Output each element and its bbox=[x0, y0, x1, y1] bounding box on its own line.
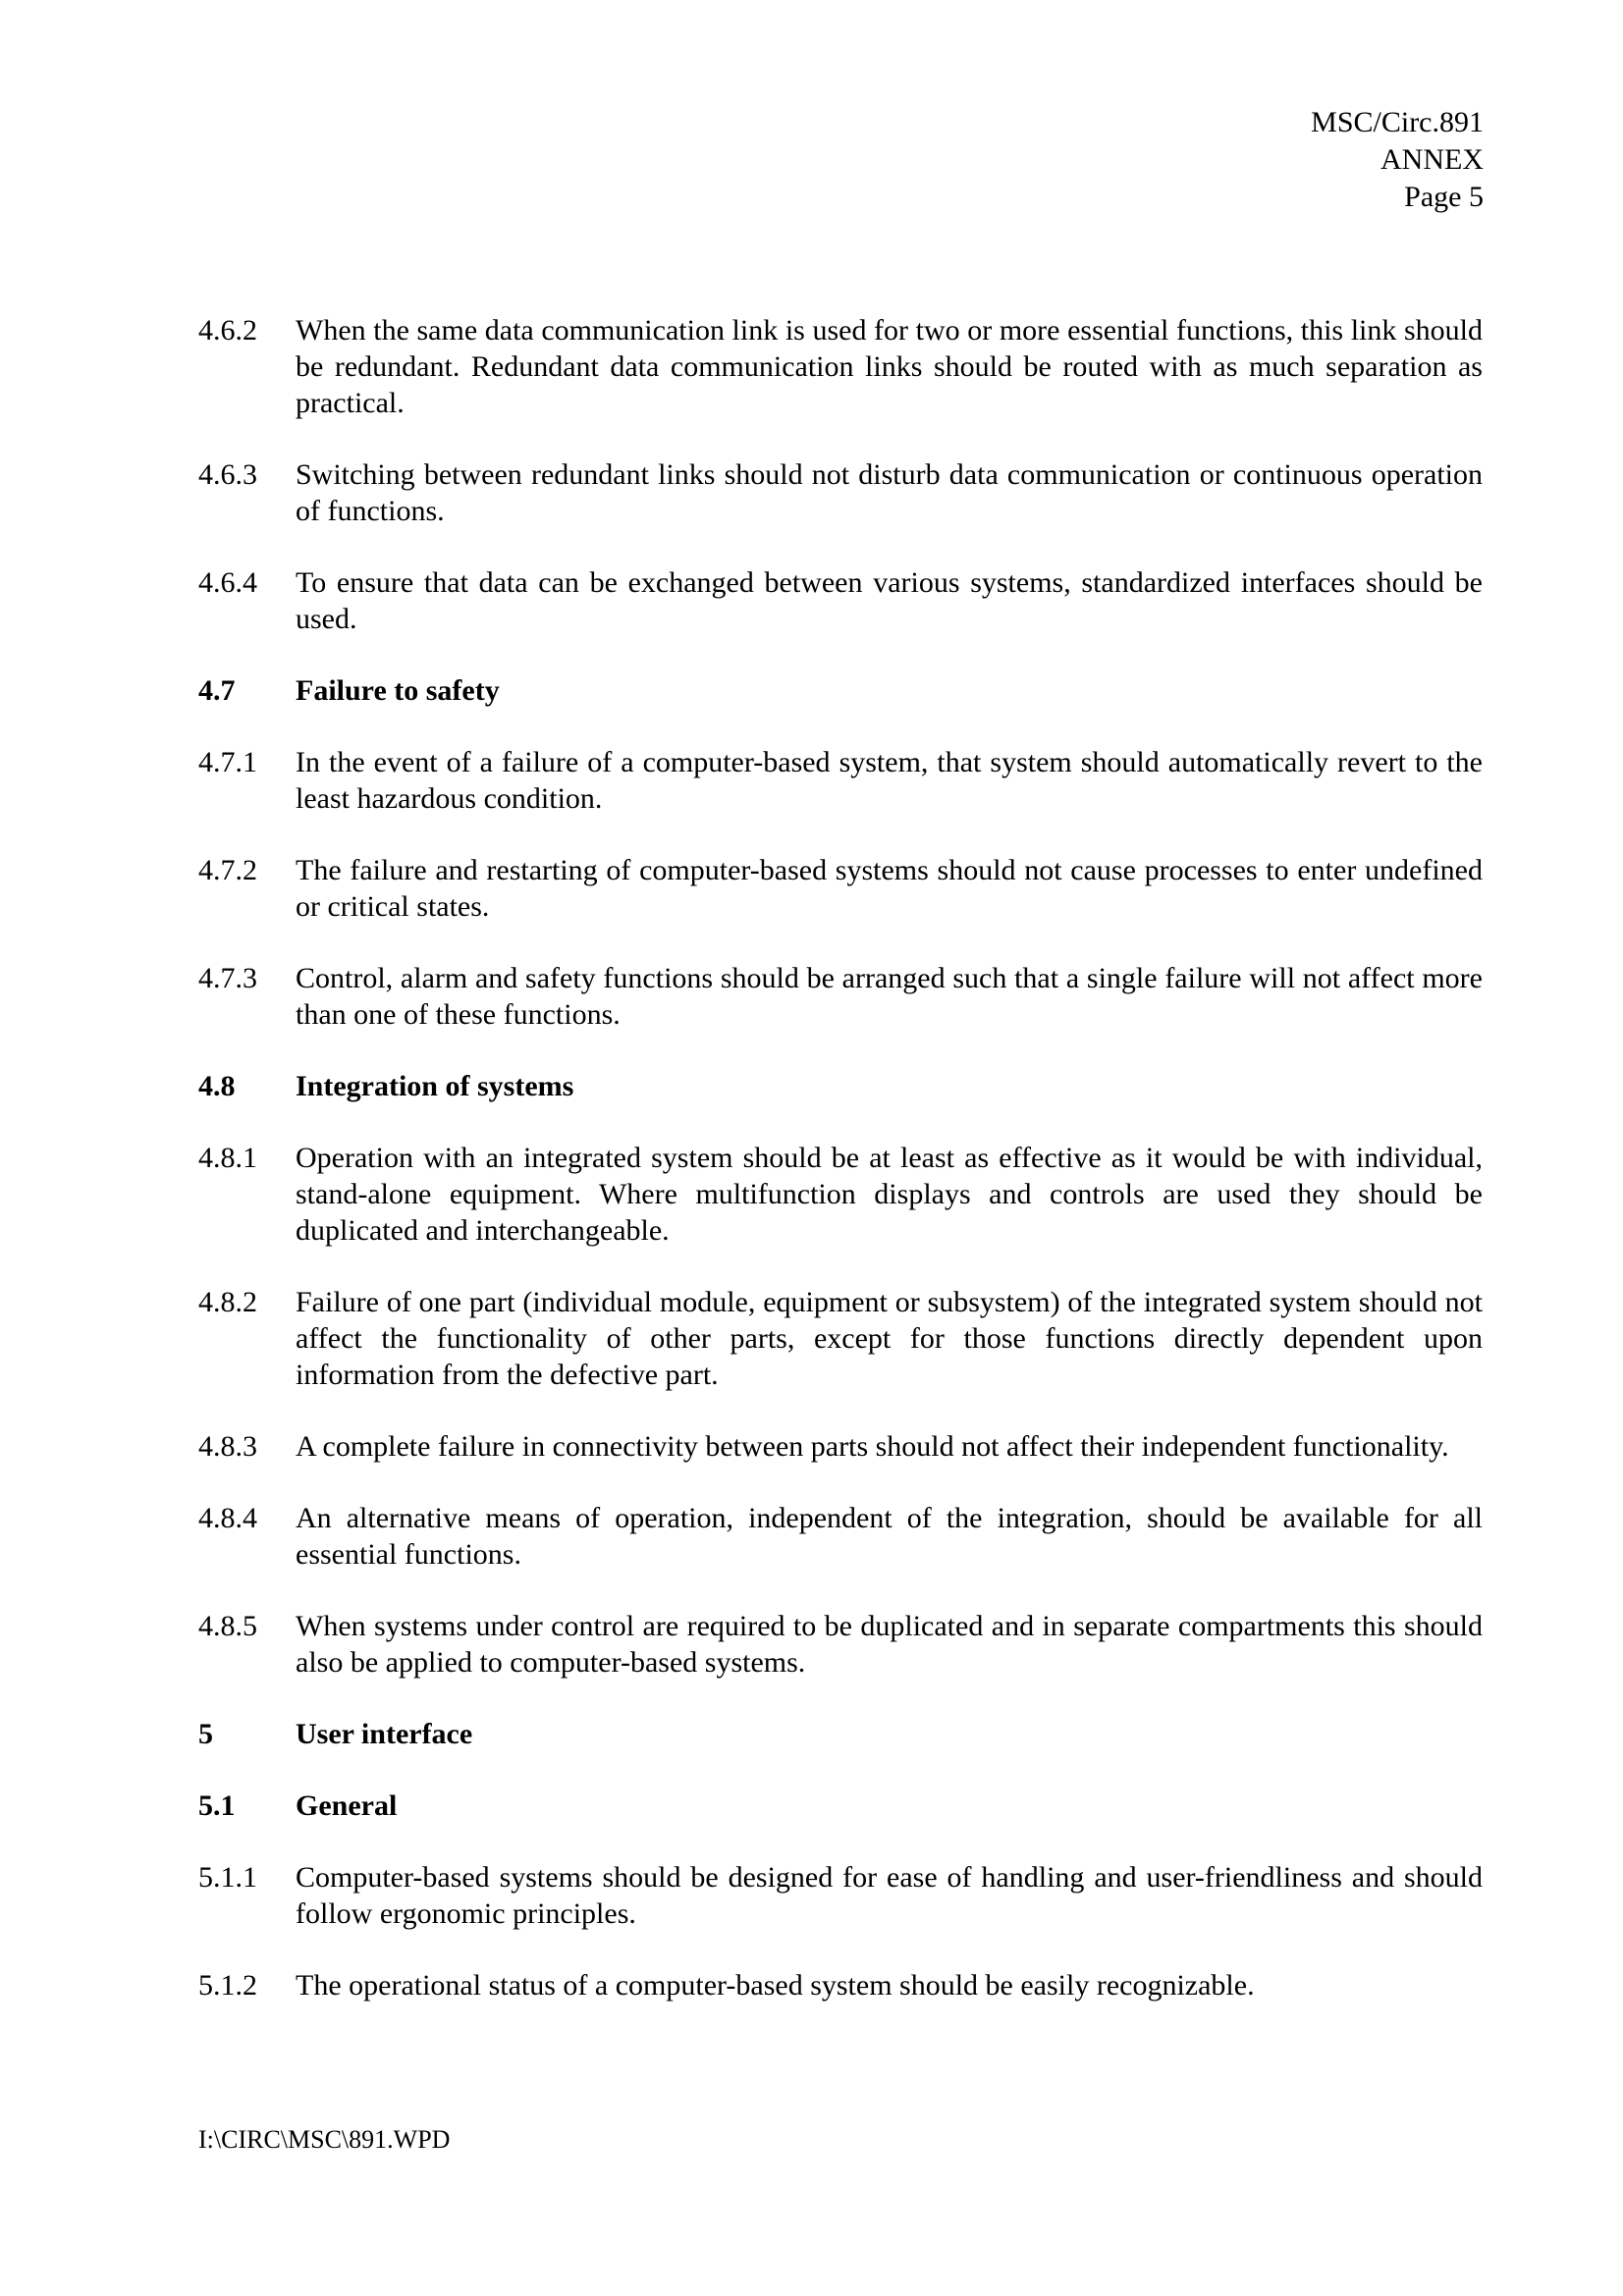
section-heading-5-1 bbox=[198, 1788, 1483, 1824]
paragraph-number: 4.8.3 bbox=[198, 1430, 257, 1463]
paragraph-text: Control, alarm and safety functions should be arranged such that a single failure will not affect more than one of these functions. bbox=[296, 962, 1483, 1031]
section-title: Integration of systems bbox=[296, 1070, 574, 1102]
paragraph-4-8-1 bbox=[198, 1140, 1483, 1249]
paragraph-text: Computer-based systems should be designed for ease of handling and user-friendliness and should follow ergonomic principles. bbox=[296, 1861, 1483, 1930]
paragraph-4-6-4 bbox=[198, 564, 1483, 637]
document-reference: MSC/Circ.891 bbox=[1311, 106, 1484, 138]
page-number: Page 5 bbox=[1404, 181, 1484, 213]
section-title: Failure to safety bbox=[296, 674, 500, 707]
paragraph-4-6-2 bbox=[198, 312, 1483, 421]
paragraph-text: To ensure that data can be exchanged between various systems, standardized interfaces should be used. bbox=[296, 566, 1483, 635]
paragraph-4-6-3 bbox=[198, 456, 1483, 529]
paragraph-4-8-3 bbox=[198, 1428, 1483, 1465]
paragraph-4-8-2 bbox=[198, 1284, 1483, 1393]
paragraph-number: 4.6.4 bbox=[198, 566, 257, 599]
section-heading-4-8 bbox=[198, 1068, 1483, 1104]
paragraph-number: 4.8.2 bbox=[198, 1286, 257, 1318]
paragraph-number: 4.8.5 bbox=[198, 1610, 257, 1642]
paragraph-text: The operational status of a computer-based system should be easily recognizable. bbox=[296, 1969, 1255, 2002]
page-header bbox=[1311, 104, 1484, 216]
document-body bbox=[198, 312, 1483, 2039]
paragraph-number: 4.8.4 bbox=[198, 1502, 257, 1534]
paragraph-text: Operation with an integrated system should be at least as effective as it would be with individual, stand-alone equipment. Where multifunction displays and controls are used they should be duplicated and interchangeable. bbox=[296, 1142, 1483, 1247]
section-heading-4-7 bbox=[198, 672, 1483, 709]
paragraph-5-1-1 bbox=[198, 1859, 1483, 1932]
paragraph-text: An alternative means of operation, independent of the integration, should be available for all essential functions. bbox=[296, 1502, 1483, 1571]
section-number: 4.8 bbox=[198, 1070, 236, 1102]
paragraph-4-7-3 bbox=[198, 960, 1483, 1033]
paragraph-4-8-5 bbox=[198, 1608, 1483, 1681]
paragraph-5-1-2 bbox=[198, 1967, 1483, 2003]
paragraph-text: The failure and restarting of computer-based systems should not cause processes to enter undefined or critical states. bbox=[296, 854, 1483, 923]
paragraph-text: When systems under control are required to be duplicated and in separate compartments this should also be applied to computer-based systems. bbox=[296, 1610, 1483, 1679]
section-title: User interface bbox=[296, 1718, 473, 1750]
paragraph-text: A complete failure in connectivity between parts should not affect their independent functionality. bbox=[296, 1430, 1449, 1463]
section-number: 4.7 bbox=[198, 674, 236, 707]
paragraph-text: When the same data communication link is used for two or more essential functions, this link should be redundant. Redundant data communication links should be routed with as much separation as practical. bbox=[296, 314, 1483, 419]
paragraph-number: 4.6.3 bbox=[198, 458, 257, 491]
paragraph-4-7-2 bbox=[198, 852, 1483, 925]
annex-label: ANNEX bbox=[1380, 143, 1484, 176]
paragraph-number: 4.7.3 bbox=[198, 962, 257, 994]
section-number: 5.1 bbox=[198, 1789, 236, 1822]
section-heading-5 bbox=[198, 1716, 1483, 1752]
file-path-footer: I:\CIRC\MSC\891.WPD bbox=[198, 2125, 451, 2154]
paragraph-number: 5.1.1 bbox=[198, 1861, 257, 1894]
paragraph-number: 4.8.1 bbox=[198, 1142, 257, 1174]
paragraph-number: 4.6.2 bbox=[198, 314, 257, 347]
paragraph-number: 4.7.2 bbox=[198, 854, 257, 886]
paragraph-4-7-1 bbox=[198, 744, 1483, 817]
paragraph-text: Failure of one part (individual module, equipment or subsystem) of the integrated system should not affect the functionality of other parts, except for those functions directly dependent upon information from the defective part. bbox=[296, 1286, 1483, 1391]
paragraph-4-8-4 bbox=[198, 1500, 1483, 1573]
section-number: 5 bbox=[198, 1718, 213, 1750]
section-title: General bbox=[296, 1789, 398, 1822]
paragraph-number: 5.1.2 bbox=[198, 1969, 257, 2002]
paragraph-text: In the event of a failure of a computer-based system, that system should automatically revert to the least hazardous condition. bbox=[296, 746, 1483, 815]
paragraph-text: Switching between redundant links should not disturb data communication or continuous operation of functions. bbox=[296, 458, 1483, 527]
paragraph-number: 4.7.1 bbox=[198, 746, 257, 778]
